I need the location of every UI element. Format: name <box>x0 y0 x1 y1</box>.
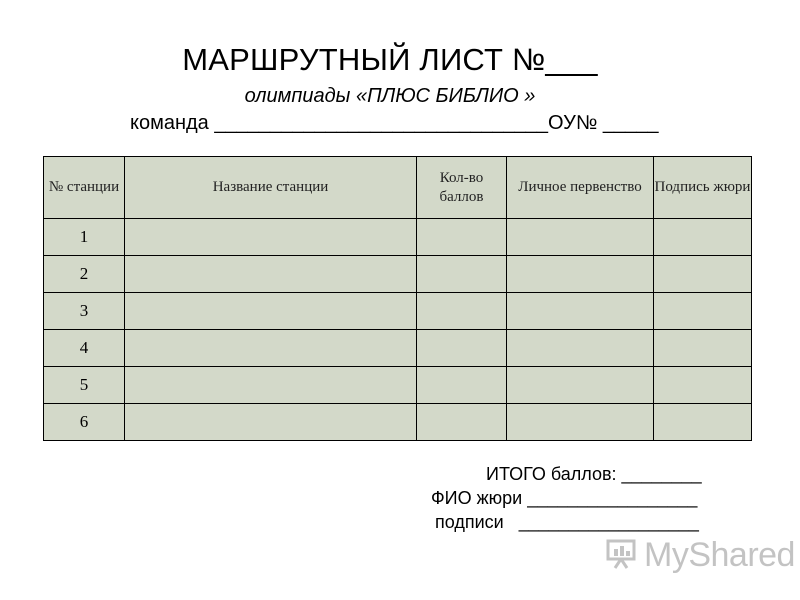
station-number-cell: 4 <box>44 330 125 367</box>
points-cell <box>417 330 507 367</box>
personal-cell <box>507 219 654 256</box>
team-line: команда ______________________________ОУ№ _____ <box>130 112 659 134</box>
station-name-cell <box>125 219 417 256</box>
table-header-row <box>44 157 752 219</box>
table-row <box>44 330 752 367</box>
signature-cell <box>654 256 752 293</box>
station-number-cell: 5 <box>44 367 125 404</box>
station-number-cell: 6 <box>44 404 125 441</box>
jury-name-line: ФИО жюри _________________ <box>431 488 698 508</box>
station-name-cell <box>125 367 417 404</box>
presentation-board-icon <box>606 536 640 575</box>
signature-cell <box>654 293 752 330</box>
personal-cell <box>507 404 654 441</box>
column-header-points: Кол-во баллов <box>417 157 507 219</box>
station-number-cell: 2 <box>44 256 125 293</box>
watermark <box>606 535 795 575</box>
page-subtitle: олимпиады «ПЛЮС БИБЛИО » <box>244 85 536 107</box>
station-name-cell <box>125 256 417 293</box>
station-number-cell: 1 <box>44 219 125 256</box>
personal-cell <box>507 256 654 293</box>
table-row <box>44 404 752 441</box>
station-name-cell <box>125 293 417 330</box>
personal-cell <box>507 330 654 367</box>
points-cell <box>417 367 507 404</box>
column-header-station-name: Название станции <box>125 157 417 219</box>
route-table <box>43 156 752 441</box>
column-header-personal-first: Личное первенство <box>507 157 654 219</box>
station-name-cell <box>125 404 417 441</box>
signature-cell <box>654 404 752 441</box>
station-number-cell: 3 <box>44 293 125 330</box>
table-row <box>44 256 752 293</box>
watermark-text: MyShared <box>644 535 795 574</box>
points-cell <box>417 293 507 330</box>
table-row <box>44 293 752 330</box>
signature-cell <box>654 219 752 256</box>
table-row <box>44 219 752 256</box>
points-cell <box>417 404 507 441</box>
signature-cell <box>654 330 752 367</box>
signature-cell <box>654 367 752 404</box>
points-cell <box>417 219 507 256</box>
column-header-station-number: № станции <box>44 157 125 219</box>
personal-cell <box>507 367 654 404</box>
signatures-line: подписи __________________ <box>435 512 699 532</box>
station-name-cell <box>125 330 417 367</box>
points-cell <box>417 256 507 293</box>
personal-cell <box>507 293 654 330</box>
page-title: МАРШРУТНЫЙ ЛИСТ №___ <box>182 42 598 77</box>
total-points-line: ИТОГО баллов: ________ <box>486 464 702 484</box>
table-row <box>44 367 752 404</box>
column-header-jury-signature: Подпись жюри <box>654 157 752 219</box>
